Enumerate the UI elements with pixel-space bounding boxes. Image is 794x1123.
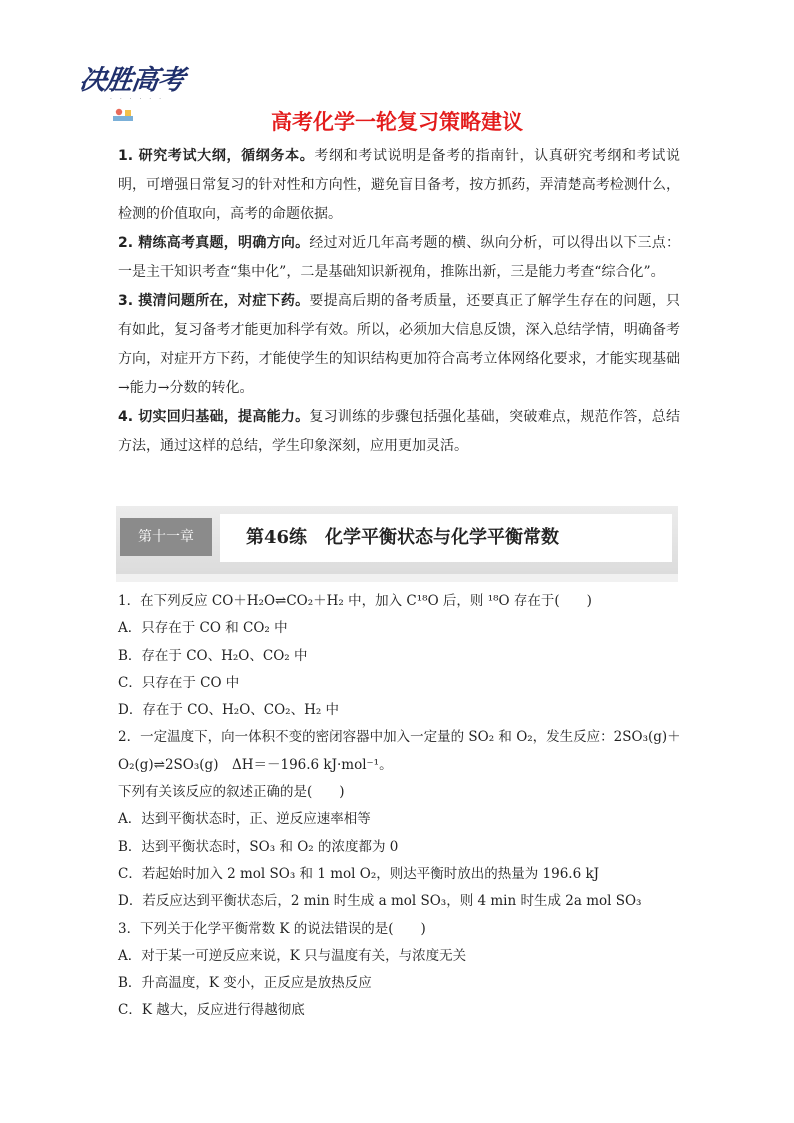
practice-title-box	[220, 514, 672, 562]
advice-text: 考纲和考试说明是备考的指南针，认真研究考纲和考试说明，可增强日常复习的针对性和方向性，避免盲目备考，按方抓药，弄清楚高考检测什么，检测的价值取向，高考的命题依据。	[118, 148, 680, 222]
advice-lead: 3. 摸清问题所在，对症下药。	[118, 293, 310, 309]
advice-section	[118, 142, 680, 461]
advice-lead: 1. 研究考试大纲，循纲务本。	[118, 148, 315, 164]
question-line: 3．下列关于化学平衡常数 K 的说法错误的是( )	[118, 920, 426, 937]
option-line: C．K 越大，反应进行得越彻底	[118, 1002, 305, 1019]
advice-item	[118, 142, 680, 229]
advice-item	[118, 287, 680, 403]
logo-text: 决胜高考	[77, 65, 186, 96]
advice-item	[118, 403, 680, 461]
option-line: D．存在于 CO、H₂O、CO₂、H₂ 中	[118, 702, 340, 719]
questions-section	[118, 588, 680, 1025]
option-line: A．对于某一可逆反应来说，K 只与温度有关，与浓度无关	[118, 947, 467, 964]
option-line: A．只存在于 CO 和 CO₂ 中	[118, 620, 288, 637]
advice-text: 复习训练的步骤包括强化基础，突破难点，规范作答，总结方法，通过这样的总结，学生印象深刻，应用更加灵活。	[118, 409, 681, 454]
option-line: C．若起始时加入 2 mol SO₃ 和 1 mol O₂，则达平衡时放出的热量为 196.6 kJ	[118, 865, 600, 882]
question-line: 2．一定温度下，向一体积不变的密闭容器中加入一定量的 SO₂ 和 O₂，发生反应：2SO₃(g)＋	[118, 729, 681, 746]
page-title: 高考化学一轮复习策略建议	[271, 110, 523, 134]
logo-subtext: · · · · · ·	[110, 96, 164, 103]
option-line: B．存在于 CO、H₂O、CO₂ 中	[118, 647, 308, 664]
advice-lead: 4. 切实回归基础，提高能力。	[118, 409, 310, 425]
advice-text: 要提高后期的备考质量，还要真正了解学生存在的问题，只有如此，复习备考才能更加科学有效。所以，必须加大信息反馈，深入总结学情，明确备考方向，对症开方下药，才能使学生的知识结构更加符合高考立体网络化要求，才能实现基础→能力→分数的转化。	[118, 293, 681, 396]
chapter-banner	[116, 506, 678, 582]
chapter-label: 第十一章	[120, 518, 212, 556]
question-line: 下列有关该反应的叙述正确的是( )	[118, 784, 345, 801]
option-line: D．若反应达到平衡状态后，2 min 时生成 a mol SO₃，则 4 min 时生成 2a mol SO₃	[118, 893, 642, 910]
advice-lead: 2. 精练高考真题，明确方向。	[118, 235, 310, 251]
advice-item	[118, 229, 680, 287]
option-line: C．只存在于 CO 中	[118, 674, 240, 691]
question-line: O₂(g)⇌2SO₃(g) ΔH＝－196.6 kJ·mol⁻¹。	[118, 756, 393, 773]
option-line: B．达到平衡状态时，SO₃ 和 O₂ 的浓度都为 0	[118, 838, 399, 855]
practice-title: 第46练 化学平衡状态与化学平衡常数	[246, 527, 560, 548]
question-line: 1．在下列反应 CO＋H₂O⇌CO₂＋H₂ 中，加入 C¹⁸O 后，则 ¹⁸O 存在于( )	[118, 593, 592, 609]
banner-divider	[116, 574, 678, 582]
option-line: A．达到平衡状态时，正、逆反应速率相等	[118, 811, 371, 828]
advice-text: 经过对近几年高考题的横、纵向分析，可以得出以下三点：一是主干知识考查“集中化”，二是基础知识新视角，推陈出新，三是能力考查“综合化”。	[118, 235, 681, 280]
option-line: B．升高温度，K 变小，正反应是放热反应	[118, 975, 372, 992]
